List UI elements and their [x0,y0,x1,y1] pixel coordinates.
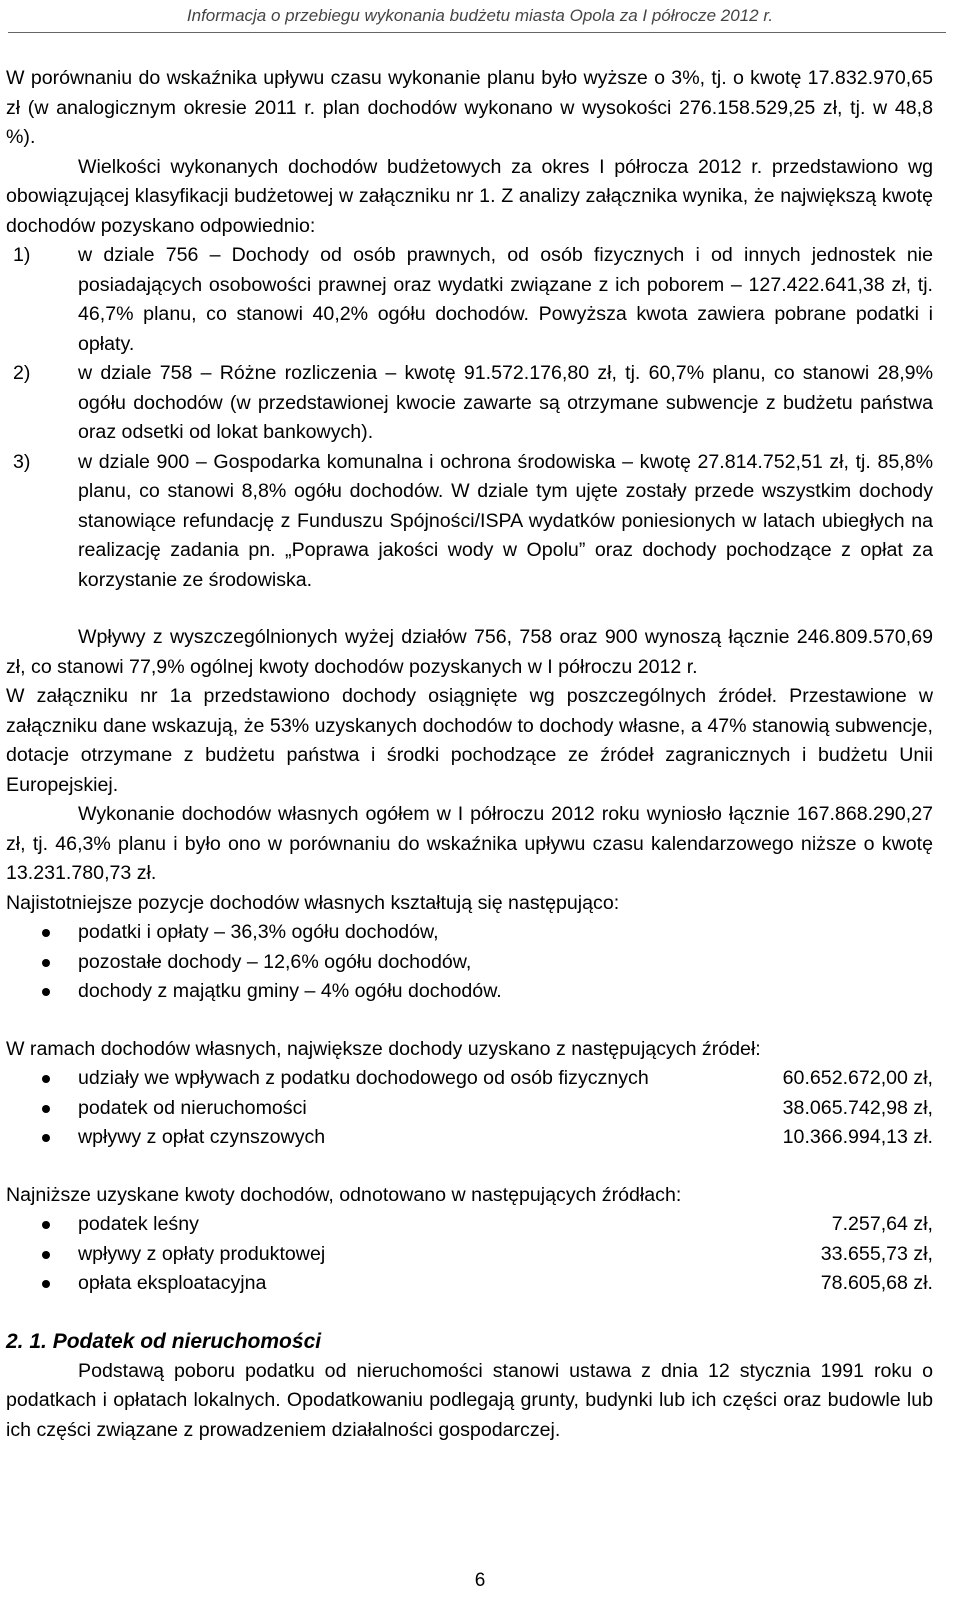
summary-paragraph-1: Wpływy z wyszczególnionych wyżej działów 756, 758 oraz 900 wynoszą łącznie 246.809.570,69 zł, co stanowi 77,9% ogólnej kwoty dochodów pozyskanych w I półroczu 2012 r. [6,626,933,678]
list-item [6,918,933,948]
list-item-label: opłata eksploatacyjna [78,1272,267,1294]
bullet-icon [42,1105,50,1113]
list-item-amount: 60.652.672,00 zł, [782,1067,933,1089]
list-item [6,1064,933,1094]
list-item [6,948,933,978]
bullet-icon [42,1221,50,1229]
section-heading: 2. 1. Podatek od nieruchomości [6,1329,322,1353]
list-number: 3) [13,450,31,473]
list-item-text: pozostałe dochody – 12,6% ogółu dochodów, [78,950,472,973]
bullet-icon [42,929,50,937]
intro-paragraph-1: W porównaniu do wskaźnika upływu czasu wykonanie planu było wyższe o 3%, tj. o kwotę 17.832.970,65 zł (w analogicznym okresie 2011 r. plan dochodów wykonano w wysokości 276.158.529,25 zł, tj. w 48,8 %). [6,67,933,148]
bullet-icon [42,1075,50,1083]
list-item [6,1094,933,1124]
document-body [6,64,933,1445]
largest-sources-list [6,1064,933,1153]
list-item-amount: 7.257,64 zł, [831,1213,933,1235]
lowest-sources-list [6,1210,933,1299]
list-item [6,448,933,596]
bullet-icon [42,1280,50,1288]
list-item-label: podatek leśny [78,1213,199,1235]
bullet-icon [42,959,50,967]
own-income-list [6,918,933,1007]
summary-paragraph-4: Najistotniejsze pozycje dochodów własnych kształtują się następująco: [6,891,620,914]
list-item-text: w dziale 758 – Różne rozliczenia – kwotę 91.572.176,80 zł, tj. 60,7% planu, co stanowi 28,9% ogółu dochodów (w przedstawionej kwocie zawarte są otrzymane subwencje z budżetu państwa oraz odsetki od lokat bankowych). [78,362,933,443]
divisions-list [6,241,933,595]
header-divider [8,32,946,33]
list-item-text: podatki i opłaty – 36,3% ogółu dochodów, [78,921,439,943]
largest-sources-intro: W ramach dochodów własnych, największe dochody uzyskano z następujących źródeł: [6,1037,761,1060]
list-item-label: wpływy z opłat czynszowych [78,1126,326,1148]
list-item [6,1210,933,1240]
list-item-amount: 33.655,73 zł, [820,1242,933,1265]
running-header: Informacja o przebiegu wykonania budżetu miasta Opola za I półrocze 2012 r. [186,6,774,25]
summary-paragraph-2: W załączniku nr 1a przedstawiono dochody osiągnięte wg poszczególnych źródeł. Przestawione w załączniku dane wskazują, że 53% uzyskanych dochodów to dochody własne, a 47% stanowią subwencje, dotacje otrzymane z budżetu państwa i środki pochodzące ze źródeł zagranicznych i budżetu Unii Europejskiej. [6,685,933,796]
list-item [6,1269,933,1299]
list-item-amount: 78.605,68 zł. [820,1272,933,1294]
list-item [6,977,933,1007]
list-number: 1) [13,244,31,266]
list-item-text: w dziale 756 – Dochody od osób prawnych, od osób fizycznych i od innych jednostek nie posiadających osobowości prawnej oraz wydatki związane z ich poborem – 127.422.641,38 zł, tj. 46,7% planu, co stanowi 40,2% ogółu dochodów. Powyższa kwota zawiera pobrane podatki i opłaty. [78,244,933,355]
list-item [6,1123,933,1153]
list-item-label: udziały we wpływach z podatku dochodowego od osób fizycznych [78,1067,649,1089]
section-paragraph: Podstawą poboru podatku od nieruchomości stanowi ustawa z dnia 12 stycznia 1991 roku o podatkach i opłatach lokalnych. Opodatkowaniu podlegają grunty, budynki lub ich części oraz budowle lub ich części związane z prowadzeniem działalności gospodarczej. [6,1359,933,1441]
list-item [6,359,933,448]
summary-paragraph-3: Wykonanie dochodów własnych ogółem w I półroczu 2012 roku wyniosło łącznie 167.868.290,27 zł, tj. 46,3% planu i było ono w porównaniu do wskaźnika upływu czasu kalendarzowego niższe o kwotę 13.231.780,73 zł. [6,803,933,884]
bullet-icon [42,1134,50,1142]
page-number: 6 [474,1570,486,1591]
bullet-icon [42,1251,50,1259]
bullet-icon [42,988,50,996]
spacer [6,1007,933,1035]
spacer [6,1299,933,1327]
list-item-text: dochody z majątku gminy – 4% ogółu dochodów. [78,980,502,1002]
lowest-sources-intro: Najniższe uzyskane kwoty dochodów, odnotowano w następujących źródłach: [6,1183,682,1206]
list-item-label: wpływy z opłaty produktowej [78,1242,326,1265]
list-item [6,1240,933,1270]
spacer [6,595,933,623]
list-item-text: w dziale 900 – Gospodarka komunalna i ochrona środowiska – kwotę 27.814.752,51 zł, tj. 85,8% planu, co stanowi 8,8% ogółu dochodów. W dziale tym ujęte zostały przede wszystkim dochody stanowiące refundację z Funduszu Spójności/ISPA wydatków poniesionych w latach ubiegłych na realizację zadania pn. „Poprawa jakości wody w Opolu” oraz dochody pochodzące z opłat za korzystanie ze środowiska. [78,450,933,591]
spacer [6,1153,933,1181]
list-item-amount: 38.065.742,98 zł, [782,1096,933,1119]
list-number: 2) [13,362,31,384]
list-item-amount: 10.366.994,13 zł. [782,1126,933,1148]
list-item [6,241,933,359]
intro-paragraph-2: Wielkości wykonanych dochodów budżetowych za okres I półrocza 2012 r. przedstawiono wg obowiązującej klasyfikacji budżetowej w załączniku nr 1. Z analizy załącznika wynika, że największą kwotę dochodów pozyskano odpowiednio: [6,155,933,237]
list-item-label: podatek od nieruchomości [78,1096,307,1119]
